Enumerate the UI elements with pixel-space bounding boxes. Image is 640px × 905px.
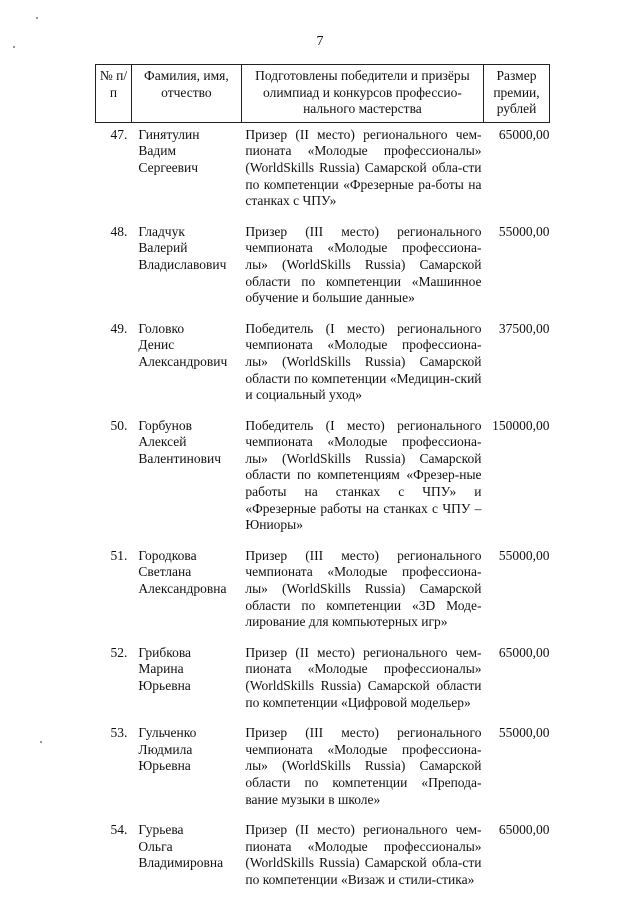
row-number: 50.	[110, 417, 128, 433]
row-number: 53.	[110, 725, 128, 741]
first-name: Светлана	[138, 564, 192, 580]
surname: Гладчук	[138, 223, 185, 239]
achievement-description: Победитель (I место) регионального чемпионата «Молодые профессиона-лы» (WorldSkills Russia) Самарской области по компетенции «Медицин-ский и социальный уход»	[245, 320, 482, 403]
table-row	[96, 645, 550, 725]
person-name	[131, 122, 241, 223]
first-name: Людмила	[138, 741, 193, 757]
person-name	[131, 725, 241, 822]
prize-amount: 65000,00	[498, 126, 550, 142]
patronymic: Сергеевич	[138, 159, 199, 175]
surname: Городкова	[138, 547, 197, 563]
header-achievement: Подготовлены победители и призёры олимпиад и конкурсов профессио-нального мастерства	[241, 65, 483, 123]
patronymic: Владиславович	[138, 256, 227, 272]
surname: Головко	[138, 320, 185, 336]
table-row	[96, 725, 550, 822]
scan-speck	[40, 741, 42, 743]
prize-amount: 150000,00	[492, 417, 550, 433]
header-name: Фамилия, имя, отчество	[131, 65, 241, 123]
row-number: 49.	[110, 320, 128, 336]
row-number: 51.	[110, 547, 128, 563]
achievement-description: Призер (II место) регионального чем-пионата «Молодые профессионалы» (WorldSkills Russia) Самарской обла-сти по компетенции «Визаж и стили-стика»	[245, 822, 482, 887]
table-row	[96, 822, 550, 902]
surname: Горбунов	[138, 417, 192, 433]
prize-amount: 55000,00	[498, 223, 550, 239]
achievement-description: Призер (II место) регионального чем-пионата «Молодые профессионалы» (WorldSkills Russia) Самарской обла-сти по компетенции «Фрезерные ра-боты на станках с ЧПУ»	[245, 126, 482, 209]
patronymic: Юрьевна	[138, 678, 191, 693]
prize-amount: 37500,00	[498, 320, 550, 336]
table-row	[96, 418, 550, 548]
prize-amount: 55000,00	[498, 725, 550, 741]
first-name: Вадим	[138, 143, 177, 159]
row-number: 54.	[110, 822, 128, 838]
achievement-description: Победитель (I место) регионального чемпионата «Молодые профессиона-лы» (WorldSkills Russia) Самарской области по компетенциям «Фрезер-ные работы на станках с ЧПУ» и «Фрезерные работы на станках с ЧПУ – Юниоры»	[245, 417, 482, 533]
first-name: Марина	[138, 661, 184, 677]
table-row	[96, 122, 550, 223]
achievement-description: Призер (II место) регионального чем-пионата «Молодые профессионалы» (WorldSkills Russia) Самарской области по компетенции «Цифровой модельер»	[245, 644, 482, 710]
person-name	[131, 321, 241, 418]
prize-amount: 55000,00	[498, 547, 550, 563]
row-number: 47.	[110, 126, 128, 142]
person-name	[131, 224, 241, 321]
prize-amount: 65000,00	[498, 822, 550, 838]
awards-table	[95, 64, 550, 903]
patronymic: Александровна	[138, 581, 227, 597]
achievement-description: Призер (III место) регионального чемпионата «Молодые профессиона-лы» (WorldSkills Russia) Самарской области по компетенции «Машинное обучение и большие данные»	[245, 223, 482, 306]
person-name	[131, 645, 241, 725]
surname: Гинятулин	[138, 126, 200, 142]
person-name	[131, 548, 241, 645]
patronymic: Юрьевна	[138, 758, 191, 774]
scan-speck	[13, 46, 15, 48]
row-number: 48.	[110, 223, 128, 239]
first-name: Денис	[138, 337, 175, 353]
surname: Гульченко	[138, 725, 197, 741]
patronymic: Александрович	[138, 353, 228, 369]
header-number: № п/п	[96, 65, 132, 123]
first-name: Ольга	[138, 838, 173, 854]
table-row	[96, 548, 550, 645]
row-number: 52.	[110, 644, 128, 660]
surname: Грибкова	[138, 644, 192, 660]
table-row	[96, 321, 550, 418]
person-name	[131, 822, 241, 902]
prize-amount: 65000,00	[498, 644, 550, 660]
table-row	[96, 224, 550, 321]
first-name: Алексей	[138, 434, 187, 450]
table-header-row	[96, 65, 550, 123]
header-prize: Размер премии, рублей	[484, 65, 550, 123]
achievement-description: Призер (III место) регионального чемпионата «Молодые профессиона-лы» (WorldSkills Russia) Самарской области по компетенции «Препода-вание музыки в школе»	[245, 725, 482, 807]
achievement-description: Призер (III место) регионального чемпионата «Молодые профессиона-лы» (WorldSkills Russia) Самарской области по компетенции «3D Моде-лирование для компьютерных игр»	[245, 547, 482, 630]
page-number: 7	[316, 34, 324, 49]
patronymic: Валентинович	[138, 450, 221, 466]
scan-speck	[36, 17, 38, 19]
patronymic: Владимировна	[138, 855, 224, 871]
first-name: Валерий	[138, 240, 188, 256]
surname: Гурьева	[138, 822, 184, 838]
person-name	[131, 418, 241, 548]
